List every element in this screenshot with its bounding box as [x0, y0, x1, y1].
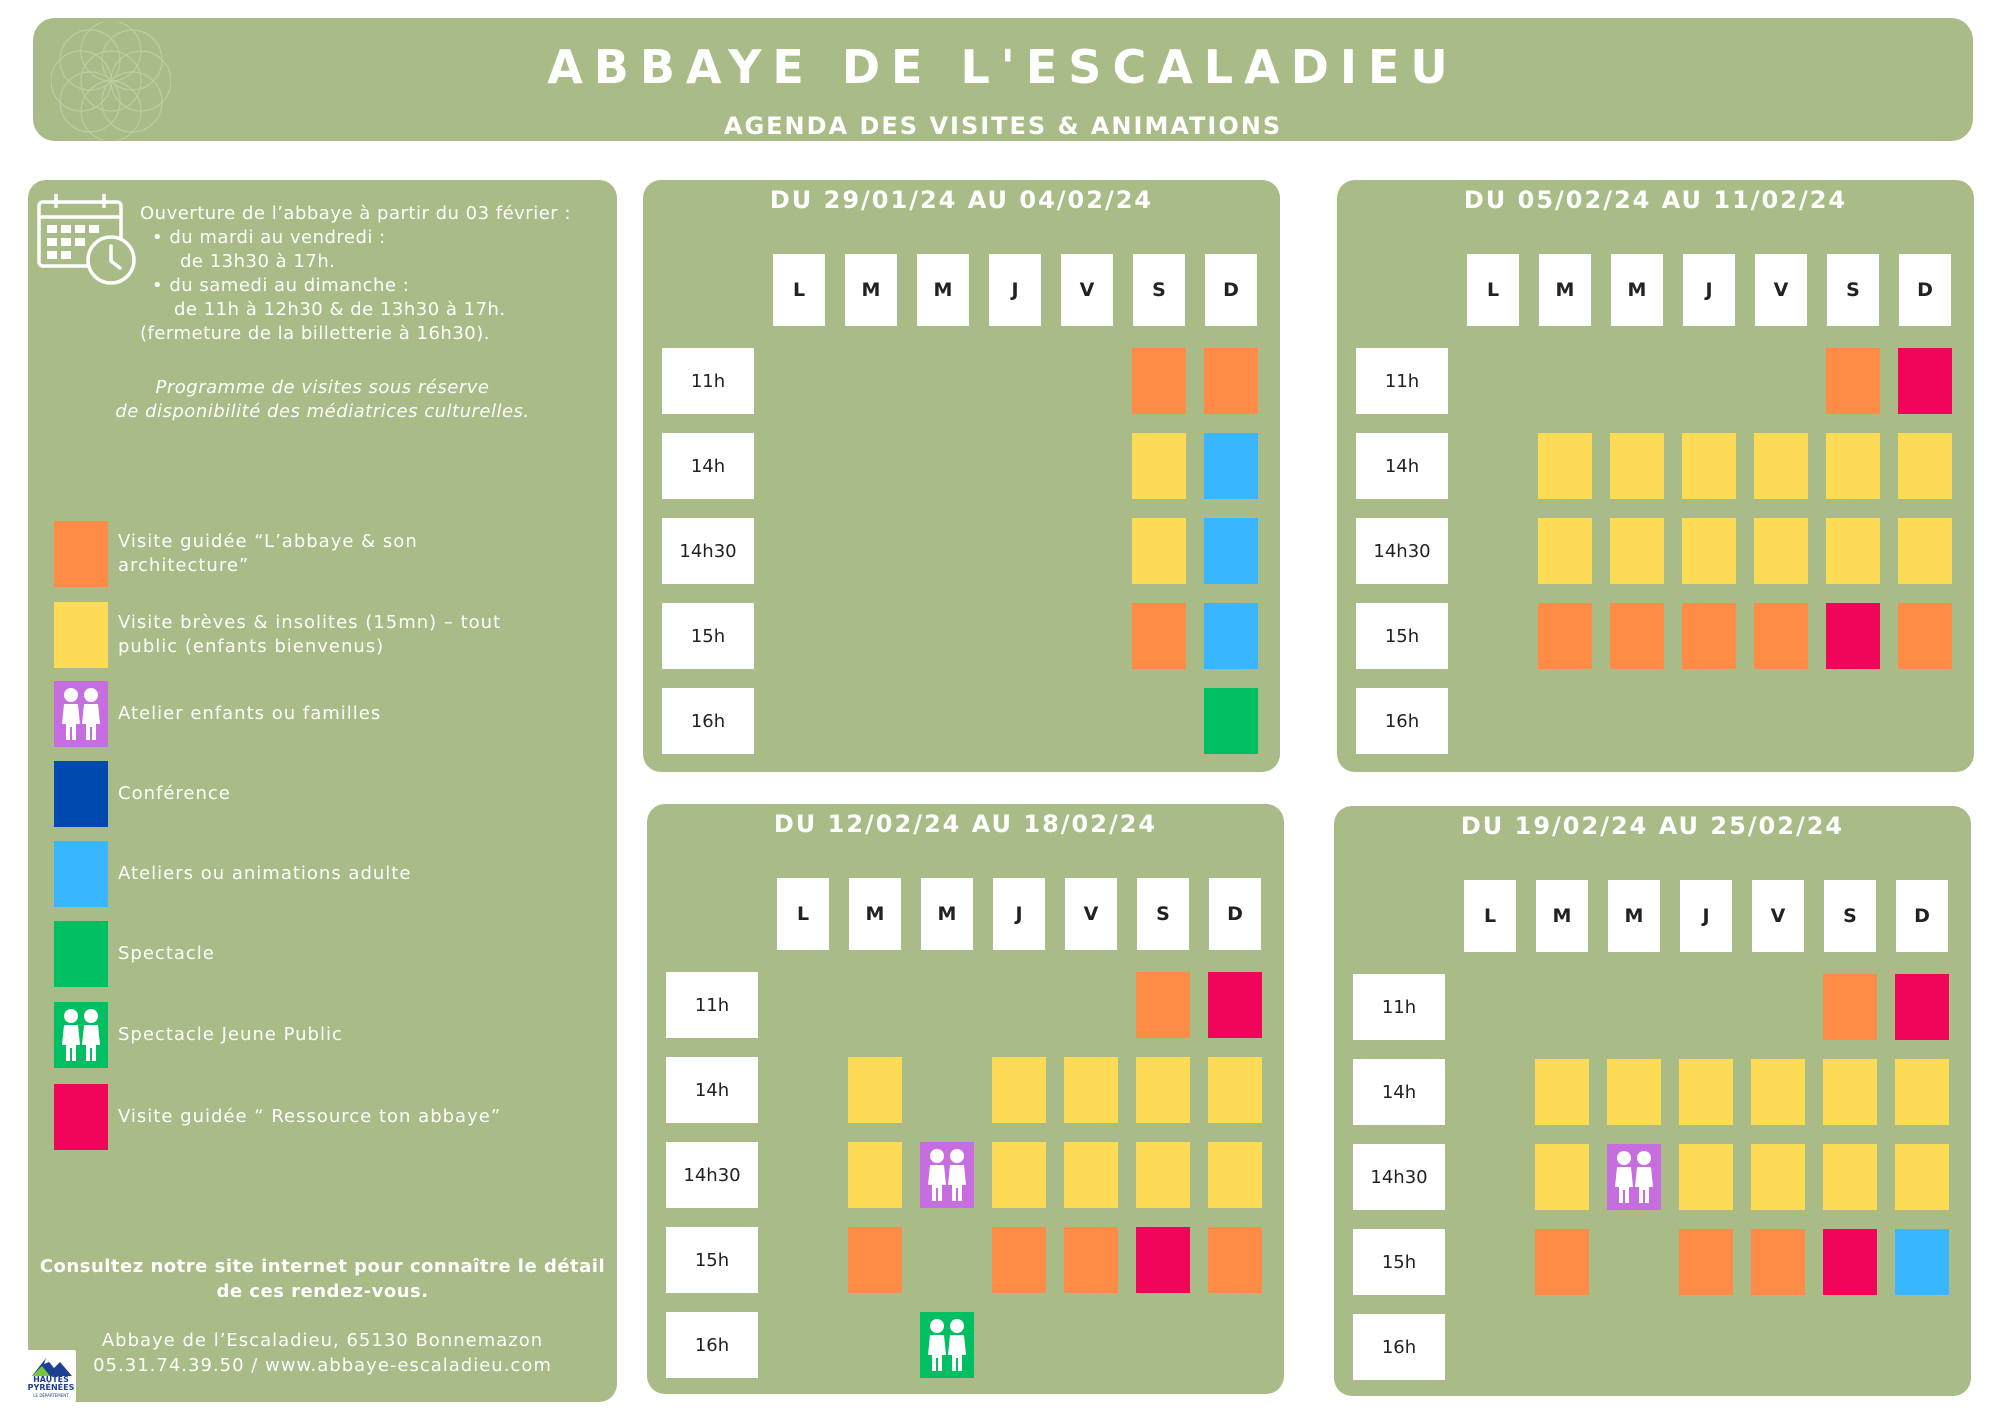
event-cell — [1751, 1059, 1805, 1125]
event-cell — [848, 1057, 902, 1123]
event-cell — [1898, 348, 1952, 414]
event-cell — [1204, 688, 1258, 754]
event-cell — [1136, 1142, 1190, 1208]
time-slot-label: 14h30 — [1353, 1144, 1445, 1210]
day-header: L — [1464, 880, 1516, 952]
availability-note — [28, 376, 617, 424]
event-cell — [1826, 348, 1880, 414]
note-line: Programme de visites sous réserve — [155, 377, 490, 398]
event-cell — [1679, 1144, 1733, 1210]
event-cell — [1823, 1059, 1877, 1125]
event-cell — [1754, 603, 1808, 669]
legend-swatch — [54, 602, 108, 668]
event-cell — [1895, 1059, 1949, 1125]
event-cell — [1535, 1059, 1589, 1125]
time-slot-label: 11h — [662, 348, 754, 414]
time-slot-label: 14h30 — [662, 518, 754, 584]
time-slot-label: 16h — [662, 688, 754, 754]
day-header: L — [1467, 254, 1519, 326]
day-header: D — [1205, 254, 1257, 326]
event-cell — [1823, 974, 1877, 1040]
time-slot-label: 16h — [666, 1312, 758, 1378]
opening-line: • du samedi au dimanche : — [152, 275, 410, 296]
day-header: D — [1899, 254, 1951, 326]
event-cell — [1132, 518, 1186, 584]
legend-item — [54, 521, 594, 587]
legend-item — [54, 602, 594, 668]
day-header: M — [1539, 254, 1591, 326]
logo-text: HAUTES PYRÉNÉES — [27, 1375, 75, 1392]
event-cell — [1898, 433, 1952, 499]
day-header: J — [989, 254, 1041, 326]
week-panel — [643, 180, 1280, 772]
event-cell — [1204, 518, 1258, 584]
time-slot-label: 14h — [666, 1057, 758, 1123]
legend-item — [54, 681, 594, 747]
event-cell — [992, 1057, 1046, 1123]
legend-label: Spectacle Jeune Public — [118, 1024, 343, 1045]
event-cell — [1538, 433, 1592, 499]
children-icon — [54, 681, 108, 747]
legend-swatch — [54, 841, 108, 907]
day-header: M — [1611, 254, 1663, 326]
event-cell — [1208, 972, 1262, 1038]
page-title: ABBAYE DE L'ESCALADIEU — [547, 40, 1459, 94]
legend-label: Visite guidée “L’abbaye & son architecture” — [118, 531, 418, 576]
day-header: M — [1536, 880, 1588, 952]
children-icon — [920, 1312, 974, 1378]
week-panel — [1334, 806, 1971, 1396]
day-header: D — [1209, 878, 1261, 950]
event-cell — [1610, 433, 1664, 499]
event-cell — [1208, 1227, 1262, 1293]
event-cell — [1610, 518, 1664, 584]
day-header: M — [1608, 880, 1660, 952]
consult-line: Consultez notre site internet pour connaître le détail — [39, 1256, 606, 1277]
time-slot-label: 14h — [1353, 1059, 1445, 1125]
event-cell — [1826, 433, 1880, 499]
event-cell — [1682, 433, 1736, 499]
event-cell — [1538, 603, 1592, 669]
day-header: L — [777, 878, 829, 950]
time-slot-label: 14h30 — [1356, 518, 1448, 584]
event-cell — [1064, 1057, 1118, 1123]
legend-item — [54, 1002, 594, 1068]
week-title: DU 19/02/24 AU 25/02/24 — [1460, 812, 1845, 840]
day-header: M — [849, 878, 901, 950]
time-slot-label: 15h — [666, 1227, 758, 1293]
legend-item — [54, 841, 594, 907]
event-cell — [1826, 603, 1880, 669]
day-header: J — [1680, 880, 1732, 952]
legend-swatch — [54, 761, 108, 827]
time-slot-label: 15h — [1353, 1229, 1445, 1295]
event-cell — [848, 1142, 902, 1208]
day-header: D — [1896, 880, 1948, 952]
event-cell — [1064, 1142, 1118, 1208]
day-header: S — [1827, 254, 1879, 326]
event-cell — [1823, 1144, 1877, 1210]
event-cell — [1679, 1059, 1733, 1125]
event-cell — [1898, 603, 1952, 669]
event-cell — [1208, 1057, 1262, 1123]
opening-line: • du mardi au vendredi : — [152, 227, 386, 248]
legend-swatch — [54, 681, 108, 747]
legend-item — [54, 1084, 594, 1150]
page-subtitle: AGENDA DES VISITES & ANIMATIONS — [723, 112, 1283, 140]
day-header: S — [1137, 878, 1189, 950]
children-icon — [920, 1142, 974, 1208]
week-panel — [647, 804, 1284, 1394]
event-cell — [1607, 1059, 1661, 1125]
day-header: M — [917, 254, 969, 326]
info-panel — [28, 180, 617, 1402]
event-cell — [1610, 603, 1664, 669]
legend-swatch — [54, 1084, 108, 1150]
contact-address — [28, 1328, 617, 1378]
opening-line: (fermeture de la billetterie à 16h30). — [140, 323, 490, 344]
event-cell — [848, 1227, 902, 1293]
event-cell — [1132, 348, 1186, 414]
consult-line: de ces rendez-vous. — [216, 1281, 429, 1302]
week-title: DU 05/02/24 AU 11/02/24 — [1463, 186, 1848, 214]
event-cell — [920, 1312, 974, 1378]
header-banner — [33, 18, 1973, 141]
time-slot-label: 16h — [1356, 688, 1448, 754]
day-header: J — [1683, 254, 1735, 326]
event-cell — [1754, 518, 1808, 584]
time-slot-label: 15h — [1356, 603, 1448, 669]
event-cell — [1136, 972, 1190, 1038]
legend-label: Atelier enfants ou familles — [118, 703, 382, 724]
legend-label: Conférence — [118, 783, 231, 804]
time-slot-label: 16h — [1353, 1314, 1445, 1380]
event-cell — [1751, 1144, 1805, 1210]
event-cell — [1895, 974, 1949, 1040]
event-cell — [1826, 518, 1880, 584]
legend-label: Visite guidée “ Ressource ton abbaye” — [118, 1106, 502, 1127]
opening-line: Ouverture de l’abbaye à partir du 03 février : — [140, 203, 571, 224]
opening-hours — [140, 202, 610, 346]
time-slot-label: 15h — [662, 603, 754, 669]
event-cell — [1535, 1229, 1589, 1295]
event-cell — [1898, 518, 1952, 584]
day-header: M — [845, 254, 897, 326]
hautes-pyrenees-logo — [26, 1350, 76, 1402]
time-slot-label: 14h30 — [666, 1142, 758, 1208]
event-cell — [1823, 1229, 1877, 1295]
event-cell — [1538, 518, 1592, 584]
event-cell — [1132, 603, 1186, 669]
time-slot-label: 11h — [1353, 974, 1445, 1040]
day-header: L — [773, 254, 825, 326]
logo-subtext: LE DÉPARTEMENT — [33, 1393, 69, 1398]
event-cell — [1895, 1144, 1949, 1210]
day-header: V — [1061, 254, 1113, 326]
event-cell — [1751, 1229, 1805, 1295]
legend-item — [54, 921, 594, 987]
children-icon — [1607, 1144, 1661, 1210]
event-cell — [1535, 1144, 1589, 1210]
website-notice — [28, 1254, 617, 1304]
event-cell — [1679, 1229, 1733, 1295]
legend-label: Visite brèves & insolites (15mn) – tout public (enfants bienvenus) — [118, 612, 502, 657]
note-line: de disponibilité des médiatrices culturelles. — [115, 401, 530, 422]
legend-label: Ateliers ou animations adulte — [118, 863, 412, 884]
event-cell — [992, 1142, 1046, 1208]
event-cell — [1204, 348, 1258, 414]
children-icon — [54, 1002, 108, 1068]
legend-swatch — [54, 921, 108, 987]
event-cell — [1136, 1227, 1190, 1293]
day-header: S — [1824, 880, 1876, 952]
event-cell — [1204, 433, 1258, 499]
week-title: DU 12/02/24 AU 18/02/24 — [773, 810, 1158, 838]
legend-swatch — [54, 521, 108, 587]
week-title: DU 29/01/24 AU 04/02/24 — [769, 186, 1154, 214]
address-phone-website: 05.31.74.39.50 / www.abbaye-escaladieu.com — [93, 1355, 552, 1376]
legend-label: Spectacle — [118, 943, 215, 964]
address-line: Abbaye de l’Escaladieu, 65130 Bonnemazon — [101, 1330, 544, 1351]
event-cell — [1204, 603, 1258, 669]
event-cell — [1895, 1229, 1949, 1295]
event-cell — [1682, 518, 1736, 584]
opening-line: de 11h à 12h30 & de 13h30 à 17h. — [174, 299, 506, 320]
event-cell — [1132, 433, 1186, 499]
day-header: S — [1133, 254, 1185, 326]
day-header: J — [993, 878, 1045, 950]
legend-item — [54, 761, 594, 827]
event-cell — [1136, 1057, 1190, 1123]
event-cell — [1064, 1227, 1118, 1293]
time-slot-label: 14h — [1356, 433, 1448, 499]
event-cell — [1754, 433, 1808, 499]
event-cell — [920, 1142, 974, 1208]
event-cell — [992, 1227, 1046, 1293]
day-header: V — [1065, 878, 1117, 950]
day-header: V — [1752, 880, 1804, 952]
legend-swatch — [54, 1002, 108, 1068]
event-cell — [1682, 603, 1736, 669]
opening-line: de 13h30 à 17h. — [180, 251, 336, 272]
event-cell — [1208, 1142, 1262, 1208]
time-slot-label: 11h — [666, 972, 758, 1038]
event-cell — [1607, 1144, 1661, 1210]
calendar-clock-icon — [36, 190, 136, 290]
time-slot-label: 11h — [1356, 348, 1448, 414]
day-header: V — [1755, 254, 1807, 326]
time-slot-label: 14h — [662, 433, 754, 499]
week-panel — [1337, 180, 1974, 772]
day-header: M — [921, 878, 973, 950]
